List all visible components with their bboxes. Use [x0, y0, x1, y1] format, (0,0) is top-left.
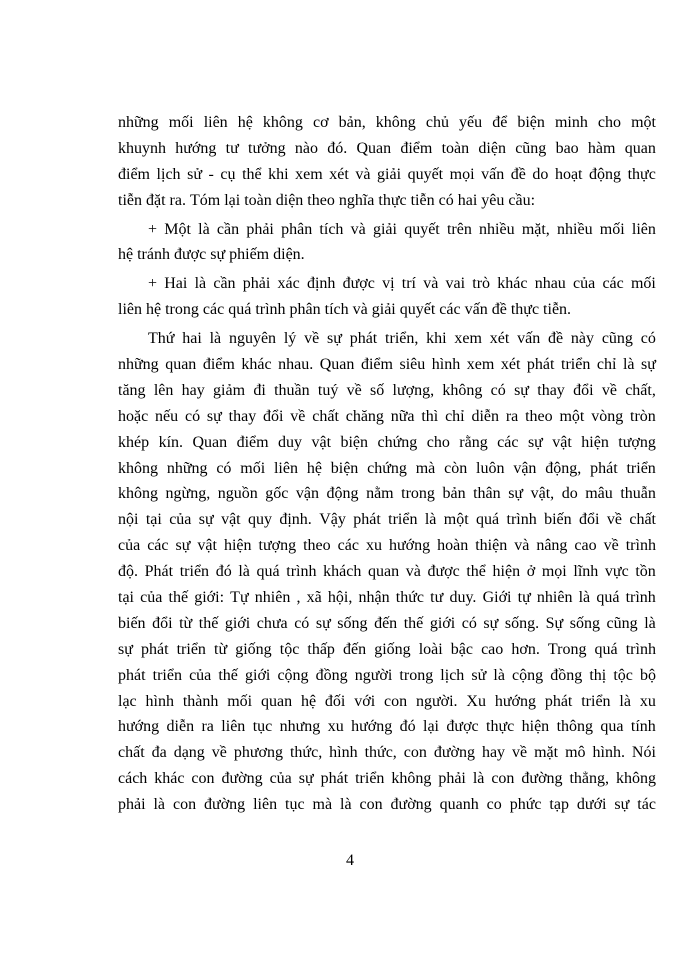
text-line: những mối liên hệ không cơ bản, không chủ yếu để biện minh cho một	[118, 114, 656, 131]
text-line: + Một là cần phải phân tích và giải quyết trên nhiều mặt, nhiều mối liên	[148, 220, 656, 238]
text-line: liên hệ trong các quá trình phân tích và giải quyết các vấn đề thực tiễn.	[118, 301, 572, 319]
text-line: chất đa dạng về phương thức, hình thức, con đường hay về mặt mô hình. Nói	[118, 744, 656, 762]
text-line: tiễn đặt ra. Tóm lại toàn diện theo nghĩa thực tiễn có hai yêu cầu:	[118, 191, 536, 209]
text-line: + Hai là cần phải xác định được vị trí và vai trò khác nhau của các mối	[148, 275, 656, 293]
text-line: điểm lịch sử - cụ thể khi xem xét và giải quyết mọi vấn đề do hoạt động thực	[118, 165, 656, 183]
text-line: khép kín. Quan điểm duy vật biện chứng cho rằng các sự vật hiện tượng	[118, 433, 656, 451]
text-line: độ. Phát triển đó là quá trình khách quan và được thể hiện ở mọi lĩnh vực tồn	[118, 563, 656, 581]
text-line: phát triển của thế giới cộng đồng người trong lịch sử là cộng đồng thị tộc bộ	[118, 666, 656, 684]
text-line: biến đổi từ thế giới chưa có sự sống đến thế giới có sự sống. Sự sống cũng là	[118, 614, 656, 632]
page-number: 4	[346, 852, 354, 869]
text-line: hệ tránh được sự phiếm diện.	[118, 246, 305, 264]
text-line: của các sự vật hiện tượng theo các xu hướng hoàn thiện và nâng cao về trình	[118, 537, 656, 555]
text-line: hướng diễn ra liên tục nhưng xu hướng đó lại được thực hiện thông qua tính	[118, 718, 656, 736]
text-line: tăng lên hay giảm đi thuần tuý về số lượng, không có sự thay đổi về chất,	[118, 381, 656, 399]
text-line: sự phát triển từ giống tộc thấp đến giống loài bậc cao hơn. Trong quá trình	[118, 640, 656, 658]
body-text	[118, 110, 656, 818]
text-line: không ngừng, nguồn gốc vận động nằm trong bản thân sự vật, do mâu thuẫn	[118, 485, 656, 503]
text-line: nội tại của sự vật quy định. Vậy phát triển là một quá trình biến đổi về chất	[118, 511, 656, 529]
text-line: lạc hình thành mối quan hệ đối với con người. Xu hướng phát triển là xu	[118, 692, 656, 710]
text-line: những quan điểm khác nhau. Quan điểm siêu hình xem xét phát triển chỉ là sự	[118, 356, 656, 374]
text-line: tại của thế giới: Tự nhiên , xã hội, nhận thức tư duy. Giới tự nhiên là quá trình	[118, 589, 656, 607]
text-line: cách khác con đường của sự phát triển không phải là con đường thẳng, không	[118, 770, 656, 788]
text-line: khuynh hướng tư tưởng nào đó. Quan điểm toàn diện cũng bao hàm quan	[118, 139, 656, 157]
text-line: Thứ hai là nguyên lý về sự phát triển, khi xem xét vấn đề này cũng có	[148, 330, 656, 348]
text-line: không những có mối liên hệ biện chứng mà còn luôn vận động, phát triển	[118, 459, 656, 477]
text-line: phải là con đường liên tục mà là con đường quanh co phức tạp dưới sự tác	[118, 796, 656, 814]
text-line: hoặc nếu có sự thay đổi về chất chăng nữa thì chỉ diễn ra theo một vòng tròn	[118, 407, 656, 425]
